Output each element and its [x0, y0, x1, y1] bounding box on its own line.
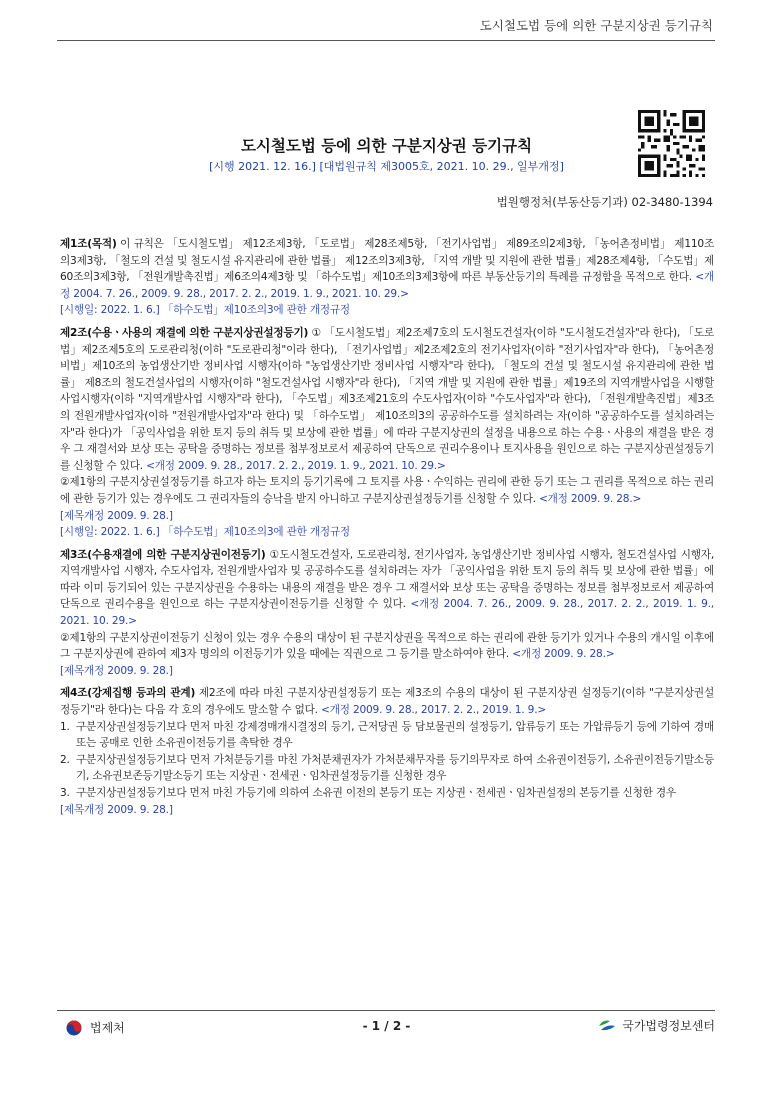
list-item — [60, 719, 714, 752]
amendment-note: <개정 2004. 7. 26., 2009. 9. 28., 2017. 2. 2., 2019. 1. 9., 2021. 10. 29.> — [60, 598, 714, 628]
document-title: 도시철도법 등에 의한 구분지상권 등기규칙 — [240, 137, 533, 155]
footer-center-name: 국가법령정보센터 — [622, 1019, 715, 1033]
amendment-note: <개정 2009. 9. 28., 2017. 2. 2., 2019. 1. 9.> — [321, 704, 547, 717]
article-text: ②제1항의 구분지상권설정등기를 하고자 하는 토지의 등기기록에 그 토지를 사용ㆍ수익하는 권리에 관한 등기 또는 그 권리를 목적으로 하는 권리에 관한 등기가 있는 경우에도 그 권리자들의 승낙을 받지 아니하고 구분지상권설정등기를 신청할 수 있다. — [60, 476, 714, 505]
article-3 — [60, 547, 714, 680]
article-paragraph — [60, 685, 714, 718]
header-divider — [57, 40, 715, 41]
article-heading: 제2조(수용ㆍ사용의 재결에 의한 구분지상권설정등기) — [60, 326, 309, 339]
title-amend-note: [제목개정 2009. 9. 28.] — [60, 803, 173, 816]
item-number: 1. — [60, 720, 70, 733]
ministry-contact: 법원행정처(부동산등기과) 02-3480-1394 — [496, 195, 713, 209]
article-text: ①도시철도건설자, 도로관리청, 전기사업자, 농업생산기반 정비사업 시행자, 철도건설사업 시행자, 지역개발사업 시행자, 수도사업자, 전원개발사업자 및 공공하수도를 설치하려는 자가 「공익사업을 위한 토지 등의 취득 및 보상에 관한 법률」에 따라 이미 등기되어 있는 구분지상권을 수용하는 내용의 재결을 받은 경우 그 재결서와 보상 또는 공탁을 증명하는 정보를 첨부정보로서 제공하여 단독으로 권리수용을 원인으로 하는 구분지상권이전등기를 신청할 수 있다. — [60, 548, 714, 611]
item-number: 3. — [60, 787, 70, 799]
article-items — [60, 719, 714, 802]
article-text: 제2조에 따라 마친 구분지상권설정등기 또는 제3조의 수용의 대상이 된 구분지상권 설정등기(이하 "구분지상권설정등기"라 한다)는 다음 각 호의 경우에도 말소할 수 없다. — [60, 687, 714, 717]
title-amend-note: [제목개정 2009. 9. 28.] — [60, 664, 173, 677]
article-4 — [60, 685, 714, 818]
item-number: 2. — [60, 753, 70, 766]
footer-agency: 법제처 — [90, 1021, 125, 1035]
amendment-note: <개정 2004. 7. 26., 2009. 9. 28., 2017. 2. 2., 2019. 1. 9., 2021. 10. 29.> — [60, 271, 715, 300]
article-text: ②제1항의 구분지상권이전등기 신청이 있는 경우 수용의 대상이 된 구분지상권을 목적으로 하는 권리에 관한 등기가 있거나 수용의 개시일 이후에 그 구분지상권에 관하여 제3자 명의의 이전등기가 있을 때에는 직권으로 그 등기를 말소하여야 한다. — [60, 631, 714, 661]
amendment-note: <개정 2009. 9. 28.> — [512, 648, 615, 661]
list-item — [60, 752, 714, 785]
article-paragraph — [60, 325, 714, 474]
article-paragraph — [60, 630, 714, 663]
item-text: 구분지상권설정등기보다 먼저 가처분등기를 마친 가처분채권자가 가처분채무자를 등기의무자로 하여 소유권이전등기, 소유권이전등기말소등기, 소유권보존등기말소등기 또는 지상권ㆍ전세권ㆍ임차권설정등기를 신청한 경우 — [76, 753, 714, 783]
footer-right — [598, 1017, 715, 1034]
page-number: - 1 / 2 - — [362, 1019, 411, 1033]
item-text: 구분지상권설정등기보다 먼저 마친 가등기에 의하여 소유권 이전의 본등기 또는 지상권ㆍ전세권ㆍ임차권설정의 본등기를 신청한 경우 — [76, 787, 676, 799]
law-center-logo-icon — [598, 1018, 616, 1034]
enforcement-info: [시행 2021. 12. 16.] [대법원규칙 제3005호, 2021. 10. 29., 일부개정] — [209, 160, 564, 173]
article-2 — [60, 325, 714, 541]
enforcement-note: [시행일: 2022. 1. 6.] 「하수도법」제10조의3에 관한 개정규정 — [60, 526, 350, 539]
item-text: 구분지상권설정등기보다 먼저 마친 강제경매개시결정의 등기, 근저당권 등 담보물권의 설정등기, 압류등기 또는 가압류등기 등에 기하여 경매 또는 공매로 인한 소유권이전등기를 촉탁한 경우 — [76, 720, 714, 750]
article-text: 이 규칙은 「도시철도법」 제12조제3항, 「도로법」 제28조제5항, 「전기사업법」 제89조의2제3항, 「농어촌정비법」 제110조의3제3항, 「철도의 건설 및 철도시설 유지관리에 관한 법률」 제12조의3제3항, 「지역 개발 및 지원에 관한 법률」제28조제4항, 「수도법」제60조의3제3항, 「전원개발촉진법」제6조의4제3항 및 「하수도법」제10조의3제3항에 따른 부동산등기의 특례를 규정함을 목적으로 한다. — [60, 238, 714, 284]
amendment-note: <개정 2009. 9. 28.> — [538, 492, 642, 505]
list-item — [60, 785, 714, 802]
enforcement-note: [시행일: 2022. 1. 6.] 「하수도법」제10조의3에 관한 개정규정 — [60, 304, 350, 317]
article-paragraph — [60, 474, 714, 507]
article-paragraph — [60, 547, 714, 630]
article-heading: 제1조(목적) — [60, 238, 117, 250]
title-amend-note: [제목개정 2009. 9. 28.] — [60, 509, 173, 522]
article-heading: 제4조(강제집행 등과의 관계) — [60, 687, 196, 700]
amendment-note: <개정 2009. 9. 28., 2017. 2. 2., 2019. 1. 9., 2021. 10. 29.> — [146, 459, 446, 472]
footer-divider — [57, 1010, 715, 1011]
article-paragraph — [60, 236, 714, 302]
article-1 — [60, 236, 714, 319]
running-header: 도시철도법 등에 의한 구분지상권 등기규칙 — [479, 18, 713, 33]
article-heading: 제3조(수용재결에 의한 구분지상권이전등기) — [60, 548, 266, 561]
document-body — [60, 236, 714, 824]
article-text: ① 「도시철도법」제2조제7호의 도시철도건설자(이하 "도시철도건설자"라 한다), 「도로법」제2조제5호의 도로관리청(이하 "도로관리청"이라 한다), 「전기사업법」제2조제2호의 전기사업자(이하 "전기사업자"라 한다), 「농어촌정비법」제10조의 농업생산기반 정비사업 시행자(이하 "농업생산기반 정비사업 시행자"라 한다), 「철도의 건설 및 철도시설 유지관리에 관한 법률」 제8조의 철도건설사업의 시행자(이하 "철도건설사업 시행자"라 한다), 「지역 개발 및 지원에 관한 법률」제19조의 지역개발사업을 시행할 사업시행자(이하 "지역개발사업 시행자"라 한다), 「수도법」제3조제21호의 수도사업자(이하 "수도사업자"라 한다), 「전원개발촉진법」제3조의 전원개발사업자(이하 "전원개발사업자"라 한다) 및 「하수도법」 제10조의3의 공공하수도를 설치하려는 자(이하 "공공하수도를 설치하려는 자"라 한다)가 「공익사업을 위한 토지 등의 취득 및 보상에 관한 법률」에 따라 구분지상권의 설정을 내용으로 하는 수용ㆍ사용의 재결을 받은 경우 그 재결서와 보상 또는 공탁을 증명하는 정보를 첨부정보로서 제공하여 단독으로 권리수용이나 토지사용을 원인으로 하는 구분지상권설정등기를 신청할 수 있다. — [60, 326, 715, 472]
